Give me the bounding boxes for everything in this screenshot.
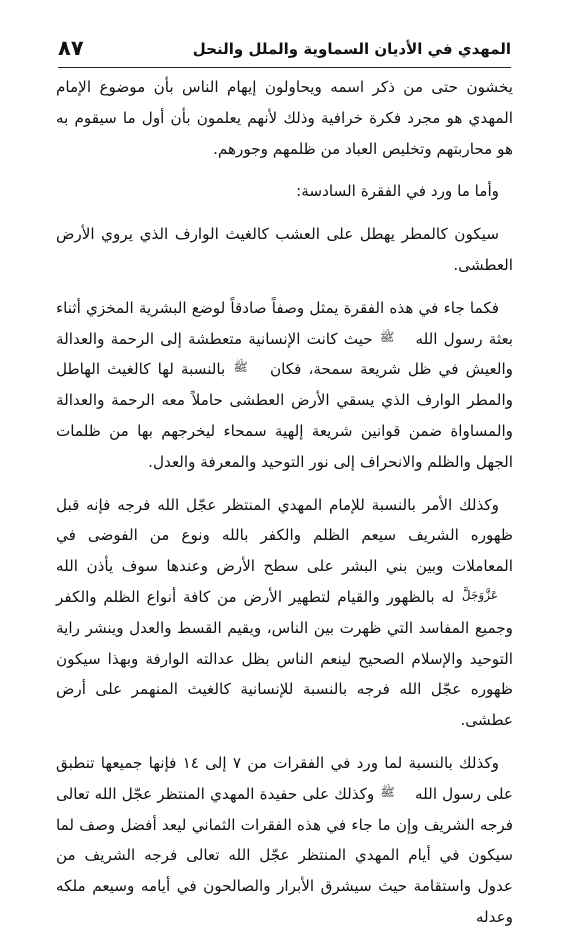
salutation-symbol: ﷺ: [233, 360, 248, 375]
paragraph-1: [56, 72, 513, 164]
spacer: [56, 478, 513, 490]
glorification-symbol: عَزَّوَجَلَّ: [461, 587, 498, 602]
spacer: [56, 281, 513, 293]
paragraph-4-text-c: بالنسبة لها كالغيث الهاطل والمطر الوارف الذي يسقي الأرض العطشى حاملاً معه الرحمة والعدالة والمساواة ضمن قوانين شريعة إلهية سمحاء ليخرجهم بها من ظلمات الجهل والظلم والانحراف إلى نور التوحيد والمعرفة والعدل.: [56, 360, 513, 471]
page-body: [56, 72, 513, 933]
paragraph-5-text-b: له بالظهور والقيام لتطهير الأرض من كافة أنواع الظلم والكفر وجميع المفاسد التي ظهرت بين الناس، ويقيم القسط والعدل وينشر راية التوحيد والإسلام الصحيح لينعم الناس بظل عدالته الوارفة وبهذا سيكون ظهوره عجّل الله فرجه بالنسبة للإنسانية كالغيث المنهمر على أرض عطشى.: [56, 587, 513, 730]
salutation-symbol: ﷺ: [379, 329, 395, 344]
spacer: [56, 207, 513, 219]
paragraph-1-text: يخشون حتى من ذكر اسمه ويحاولون إيهام الناس بأن موضوع الإمام المهدي هو مجرد فكرة خرافية وذلك لأنهم يعلمون بأن أول ما سيقوم به هو محاربتهم وتخليص العباد من ظلمهم وجورهم.: [56, 78, 513, 158]
paragraph-2: [56, 176, 513, 207]
spacer: [56, 164, 513, 176]
paragraph-4-text-a: فكما جاء في هذه الفقرة يمثل وصفاً صادقاً لوضع البشرية المخزي أثناء بعثة رسول الله: [56, 298, 514, 348]
quoted-passage-text: سيكون كالمطر يهطل على العشب كالغيث الوارف الذي يروي الأرض العطشى.: [56, 225, 513, 274]
paragraph-6-text-b: وكذلك على حفيدة المهدي المنتظر عجّل الله تعالى فرجه الشريف وإن ما جاء في هذه الفقرات الثماني ليعد أفضل وصف لما سيكون في أيام المهدي المنتظر عجّل الله تعالى فرجه الشريف من عدول واستقامة حيث سيشرق الأبرار والصالحون في أيامه وسيعم ملكه وعدله: [56, 784, 513, 926]
paragraph-5-text-a: وكذلك الأمر بالنسبة للإمام المهدي المنتظر عجّل الله فرجه فإنه قبل ظهوره الشريف سيعم الظلم والكفر بالله ونوع من الفوضى في المعاملات وبين بني البشر على سطح الأرض وعندها سوف يأذن الله: [56, 495, 513, 576]
paragraph-6: [56, 748, 513, 933]
paragraph-4-text-b: حيث كانت الإنسانية متعطشة إلى الرحمة والعدالة والعيش في ظل شريعة سمحة، فكان: [56, 329, 514, 379]
paragraph-6-text-a: وكذلك بالنسبة لما ورد في الفقرات من ٧ إلى ١٤ فإنها جميعها تنطبق على رسول الله: [56, 753, 513, 803]
page-header: [58, 36, 511, 66]
running-title: المهدي في الأديان السماوية والملل والنحل: [192, 40, 511, 58]
header-rule: [58, 67, 511, 68]
salutation-symbol: ﷺ: [380, 784, 395, 799]
paragraph-4: [56, 293, 513, 478]
quoted-passage: [56, 219, 513, 281]
page-number: ٨٧: [58, 36, 84, 60]
paragraph-2-text: وأما ما ورد في الفقرة السادسة:: [296, 182, 499, 201]
paragraph-5: [56, 490, 513, 736]
spacer: [56, 736, 513, 748]
